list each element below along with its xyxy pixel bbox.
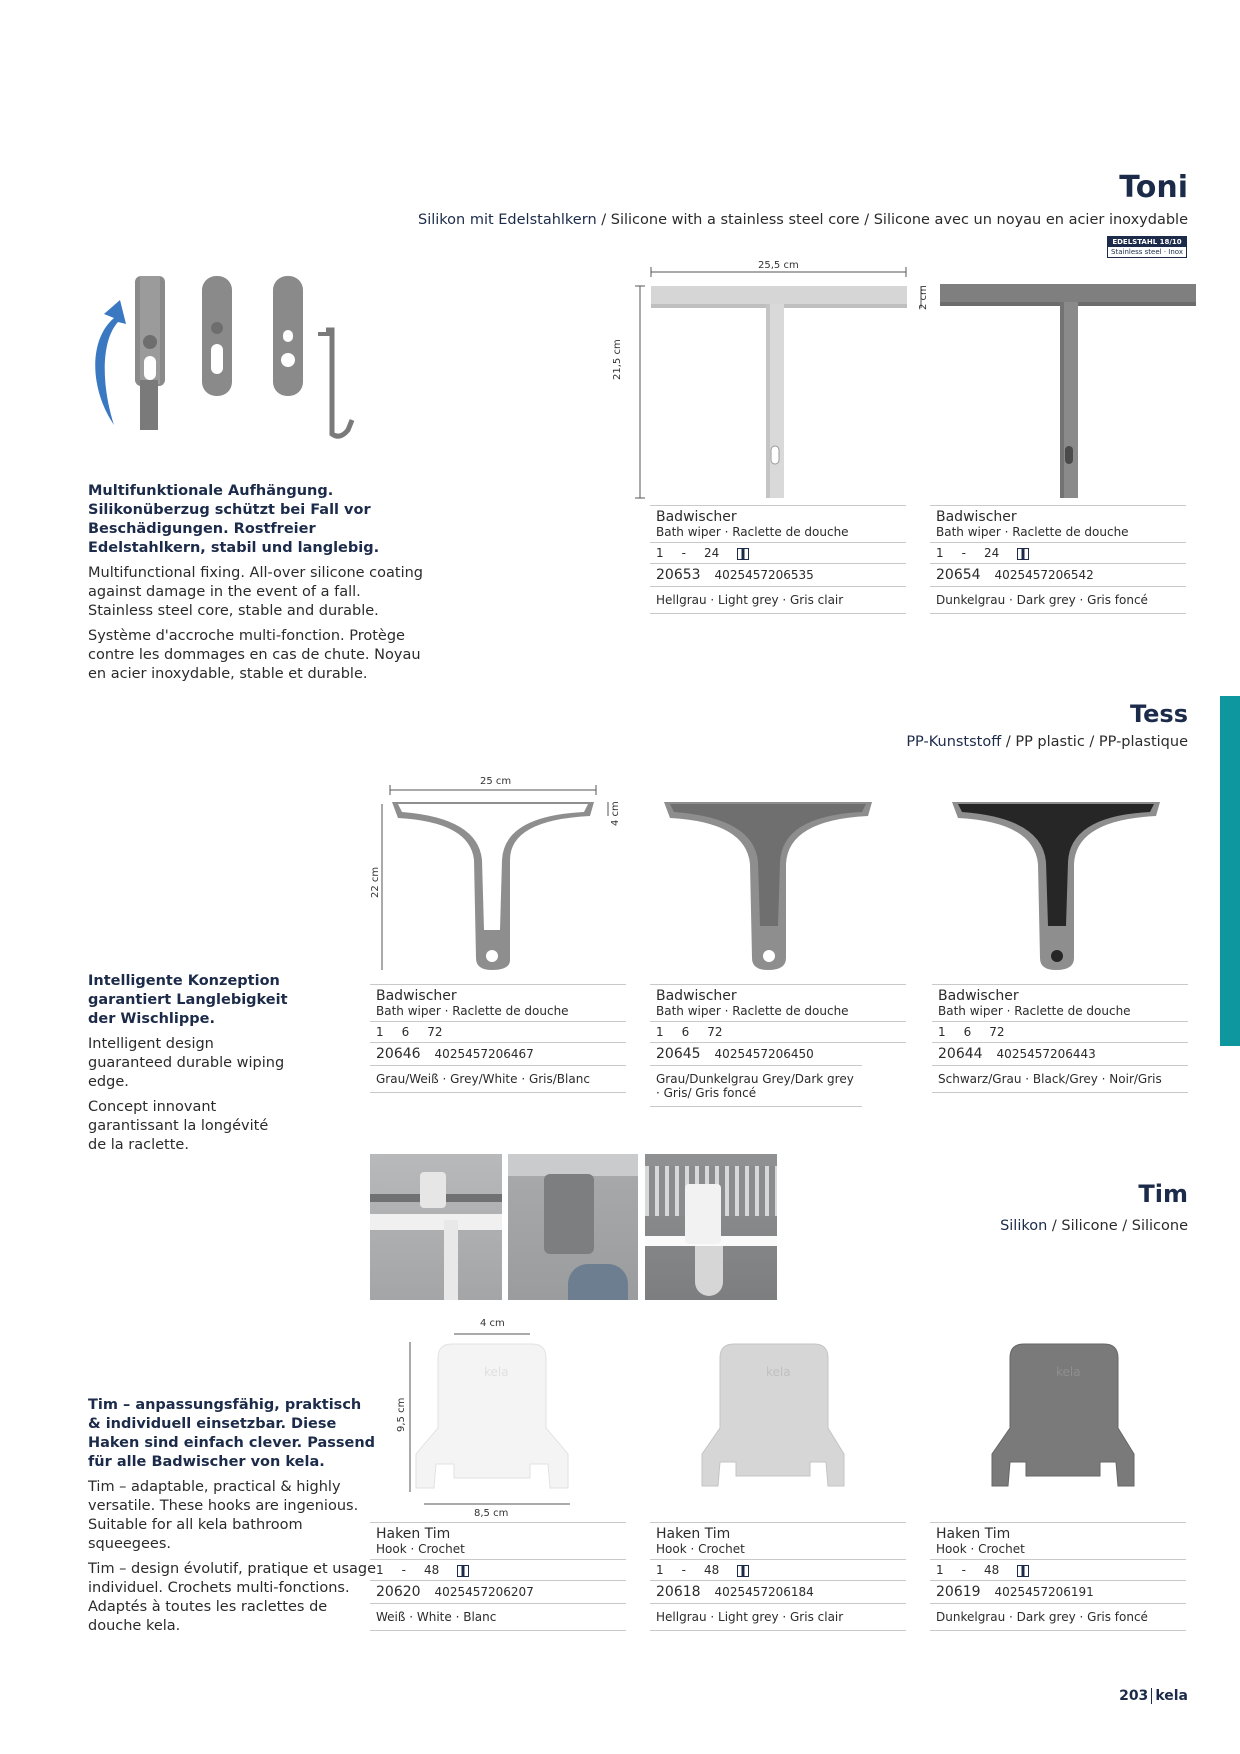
product-color: Hellgrau · Light grey · Gris clair: [650, 586, 906, 614]
tim-title: Tim: [1138, 1180, 1188, 1208]
product-card-20645: [650, 984, 906, 1107]
pack-qty-1: 1: [656, 546, 664, 560]
product-card-20644: [932, 984, 1188, 1093]
pack-qty-2: -: [681, 546, 686, 560]
tim-lifestyle-photo-2: [508, 1154, 638, 1300]
product-subname: Hook · Crochet: [656, 1542, 745, 1556]
toni-dim-depth: 2 cm: [918, 285, 929, 310]
toni-wiper-light-image: [620, 258, 930, 504]
tim-material: [1000, 1218, 1188, 1234]
tess-intro-de: Intelligente Konzeption garantiert Langlebigkeit der Wischlippe.: [88, 973, 288, 1027]
toni-intro-en: Multifunctional fixing. All-over silicone coating against damage in the event of a fall. Stainless steel core, stable and durable.: [88, 565, 424, 619]
tess-material: [906, 734, 1188, 750]
tess-dim-depth: 4 cm: [610, 801, 621, 826]
packaging-row: [370, 1559, 626, 1580]
product-color: Dunkelgrau · Dark grey · Gris foncé: [930, 586, 1186, 614]
pack-qty-3: 24: [983, 546, 1000, 560]
product-name: Badwischer: [656, 988, 737, 1004]
product-subname: Bath wiper · Raclette de douche: [936, 525, 1129, 539]
tess-material-de: PP-Kunststoff: [906, 734, 1002, 750]
article-number: 20620: [376, 1584, 421, 1600]
fixing-illustration: [80, 270, 370, 440]
toni-dim-height: 21,5 cm: [612, 339, 623, 380]
article-number: 20653: [656, 567, 701, 583]
kela-logo-emboss: kela: [766, 1365, 791, 1379]
pack-qty-3: 24: [703, 546, 720, 560]
kela-logo-emboss: kela: [484, 1365, 509, 1379]
pack-qty-1: 1: [376, 1025, 384, 1039]
tim-intro: [88, 1396, 378, 1642]
badge-line1: EDELSTAHL 18/10: [1108, 237, 1186, 247]
pack-qty-3: 48: [423, 1563, 440, 1577]
toni-material: [418, 212, 1188, 228]
product-subname: Bath wiper · Raclette de douche: [656, 525, 849, 539]
article-number: 20654: [936, 567, 981, 583]
pack-qty-1: 1: [936, 546, 944, 560]
tim-hook-darkgrey-image: [980, 1340, 1140, 1500]
pack-qty-1: 1: [376, 1563, 384, 1577]
product-name: Badwischer: [936, 509, 1017, 525]
toni-material-de: Silikon mit Edelstahlkern: [417, 212, 597, 228]
carton-icon: [737, 1565, 749, 1577]
pack-qty-2: 6: [401, 1025, 410, 1039]
pack-qty-3: 72: [427, 1025, 443, 1039]
product-name: Haken Tim: [656, 1526, 731, 1542]
tim-material-de: Silikon: [1000, 1218, 1048, 1234]
ean-code: 4025457206535: [714, 568, 814, 582]
product-card-20654: [930, 505, 1186, 614]
ean-code: 4025457206542: [994, 568, 1094, 582]
tess-wiper-grey-white-image: [370, 780, 630, 970]
tess-material-rest: / PP plastic / PP-plastique: [1001, 734, 1188, 750]
ean-code: 4025457206443: [996, 1047, 1096, 1061]
badge-line2: Stainless steel · Inox: [1111, 248, 1183, 256]
packaging-row: [650, 1559, 906, 1580]
product-color: Hellgrau · Light grey · Gris clair: [650, 1603, 906, 1631]
pack-qty-3: 72: [707, 1025, 723, 1039]
page-number: 203: [1119, 1688, 1149, 1704]
chapter-tab: [1220, 696, 1240, 1046]
product-card-20646: [370, 984, 626, 1093]
pack-qty-2: -: [961, 546, 966, 560]
product-name: Haken Tim: [376, 1526, 451, 1542]
stainless-steel-badge: [1107, 236, 1187, 258]
packaging-row: [932, 1021, 1188, 1042]
ean-code: 4025457206467: [434, 1047, 534, 1061]
pack-qty-2: 6: [681, 1025, 690, 1039]
page-footer: [1119, 1688, 1188, 1704]
toni-wiper-dark-image: [940, 284, 1200, 500]
pack-qty-2: -: [401, 1563, 406, 1577]
product-name: Badwischer: [376, 988, 457, 1004]
article-number: 20644: [938, 1046, 983, 1062]
product-subname: Hook · Crochet: [936, 1542, 1025, 1556]
toni-intro-de: Multifunktionale Aufhängung. Silikonüberzug schützt bei Fall vor Beschädigungen. Rostfreier Edelstahlkern, stabil und langlebig.: [88, 483, 380, 556]
tess-intro: [88, 972, 288, 1161]
packaging-row: [370, 1021, 626, 1042]
tess-intro-fr: Concept innovant garantissant la longévité de la raclette.: [88, 1099, 269, 1153]
toni-title: Toni: [1119, 170, 1188, 205]
product-color: Dunkelgrau · Dark grey · Gris foncé: [930, 1603, 1186, 1631]
carton-icon: [737, 548, 749, 560]
article-number: 20646: [376, 1046, 421, 1062]
pack-qty-2: 6: [963, 1025, 972, 1039]
article-number: 20645: [656, 1046, 701, 1062]
tim-hook-white-image: [400, 1328, 580, 1508]
pack-qty-1: 1: [938, 1025, 946, 1039]
kela-logo-emboss: kela: [1056, 1365, 1081, 1379]
carton-icon: [457, 1565, 469, 1577]
product-card-20653: [650, 505, 906, 614]
tess-wiper-black-grey-image: [950, 800, 1170, 975]
tess-dim-height: 22 cm: [370, 866, 381, 898]
toni-dim-width: 25,5 cm: [758, 260, 799, 271]
carton-icon: [1017, 1565, 1029, 1577]
packaging-row: [650, 542, 906, 563]
pack-qty-3: 72: [989, 1025, 1005, 1039]
tim-intro-en: Tim – adaptable, practical & highly versatile. These hooks are ingenious. Suitable for all kela bathroom squeegees.: [88, 1479, 359, 1552]
product-color: Grau/Weiß · Grey/White · Gris/Blanc: [370, 1065, 626, 1093]
tim-hook-lightgrey-image: [690, 1340, 850, 1500]
tess-intro-en: Intelligent design guaranteed durable wiping edge.: [88, 1036, 285, 1090]
tim-lifestyle-photo-1: [370, 1154, 502, 1300]
pack-qty-2: -: [961, 1563, 966, 1577]
tim-intro-de: Tim – anpassungsfähig, praktisch & individuell einsetzbar. Diese Haken sind einfach clever. Passend für alle Badwischer von kela.: [88, 1397, 376, 1470]
packaging-row: [650, 1021, 906, 1042]
product-subname: Bath wiper · Raclette de douche: [656, 1004, 849, 1018]
tim-dim-width-top: 4 cm: [480, 1318, 505, 1329]
article-number: 20618: [656, 1584, 701, 1600]
product-color: Weiß · White · Blanc: [370, 1603, 626, 1631]
product-subname: Bath wiper · Raclette de douche: [376, 1004, 569, 1018]
article-number: 20619: [936, 1584, 981, 1600]
ean-code: 4025457206184: [714, 1585, 814, 1599]
product-card-20618: [650, 1522, 906, 1631]
tim-dim-height: 9,5 cm: [396, 1397, 407, 1432]
product-card-20620: [370, 1522, 626, 1631]
tess-title: Tess: [1129, 700, 1188, 728]
tim-material-rest: / Silicone / Silicone: [1047, 1218, 1188, 1234]
tess-wiper-grey-darkgrey-image: [662, 800, 882, 975]
pack-qty-2: -: [681, 1563, 686, 1577]
product-color: Schwarz/Grau · Black/Grey · Noir/Gris: [932, 1065, 1188, 1093]
product-name: Badwischer: [656, 509, 737, 525]
toni-material-rest: / Silicone with a stainless steel core / Silicone avec un noyau en acier inoxydable: [596, 212, 1188, 228]
product-subname: Hook · Crochet: [376, 1542, 465, 1556]
carton-icon: [1017, 548, 1029, 560]
tim-intro-fr: Tim – design évolutif, pratique et usage individuel. Crochets multi-fonctions. Adaptés à toutes les raclettes de douche kela.: [88, 1561, 377, 1634]
pack-qty-3: 48: [703, 1563, 720, 1577]
tess-dim-width: 25 cm: [480, 776, 512, 787]
toni-intro-fr: Système d'accroche multi-fonction. Protège contre les dommages en cas de chute. Noyau en acier inoxydable, stable et durable.: [88, 628, 421, 682]
product-name: Haken Tim: [936, 1526, 1011, 1542]
pack-qty-1: 1: [656, 1025, 664, 1039]
product-subname: Bath wiper · Raclette de douche: [938, 1004, 1131, 1018]
ean-code: 4025457206207: [434, 1585, 534, 1599]
ean-code: 4025457206450: [714, 1047, 814, 1061]
pack-qty-3: 48: [983, 1563, 1000, 1577]
ean-code: 4025457206191: [994, 1585, 1094, 1599]
curved-arrow-icon: [95, 300, 126, 425]
toni-intro: [88, 482, 428, 690]
product-card-20619: [930, 1522, 1186, 1631]
pack-qty-1: 1: [656, 1563, 664, 1577]
product-color: Grau/Dunkelgrau Grey/Dark grey · Gris/ Gris foncé: [650, 1065, 862, 1107]
packaging-row: [930, 1559, 1186, 1580]
pack-qty-1: 1: [936, 1563, 944, 1577]
product-name: Badwischer: [938, 988, 1019, 1004]
tim-dim-width-bottom: 8,5 cm: [474, 1508, 509, 1519]
tim-lifestyle-photo-3: [645, 1154, 777, 1300]
kela-logo: kela: [1155, 1688, 1188, 1704]
packaging-row: [930, 542, 1186, 563]
